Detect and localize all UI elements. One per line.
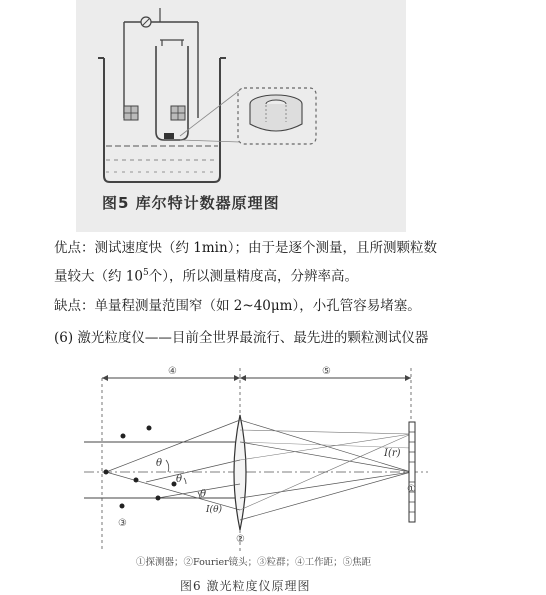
particle-group: [104, 426, 177, 509]
disadvantages-line: 缺点：单量程测量范围窄（如 2~40μm），小孔管容易堵塞。: [54, 298, 421, 314]
coulter-counter-figure: [76, 0, 406, 232]
focal-length-label: ⑤: [322, 366, 331, 377]
particle: [172, 482, 177, 487]
theta-label-1: θ: [156, 458, 163, 469]
intensity-r-label: I(r): [384, 448, 401, 459]
beaker: [104, 58, 220, 182]
figure-6-caption: 图6 激光粒度仪原理图: [180, 579, 311, 593]
particle: [120, 504, 125, 509]
advantages-line-1: 优点：测试速度快（约 1min）；由于是逐个测量，且所测颗粒数: [54, 240, 437, 256]
figure-5-caption: 图5 库尔特计数器原理图: [102, 194, 280, 212]
particle: [104, 470, 109, 475]
working-distance-label: ④: [168, 366, 177, 377]
particle: [147, 426, 152, 431]
intensity-theta-label: I(θ): [206, 505, 222, 515]
section-6-heading: (6) 激光粒度仪——目前全世界最流行、最先进的颗粒测试仪器: [54, 330, 429, 346]
particle: [134, 478, 139, 483]
aperture-tube: [156, 46, 188, 140]
theta-label-3: θ: [200, 489, 207, 500]
lens-label: ②: [236, 534, 245, 545]
advantages-line-2: [54, 263, 358, 287]
laser-particle-analyzer-figure: [76, 360, 456, 595]
advantages-line-2-start: 量较大（约 10: [54, 268, 143, 285]
figure-6-legend: ①探测器；②Fourier镜头；③粒群；④工作距；⑤焦距: [136, 557, 372, 568]
particle: [156, 496, 161, 501]
particle: [121, 434, 126, 439]
advantages-line-2-end: 个），所以测量精度高，分辨率高。: [148, 268, 358, 285]
detector: [409, 422, 415, 522]
aperture: [164, 133, 174, 139]
particles-label: ③: [118, 518, 127, 529]
fourier-lens: [234, 415, 246, 530]
theta-label-2: θ: [176, 474, 183, 485]
detector-label: ①: [407, 484, 416, 495]
exponent: 5: [142, 268, 149, 278]
